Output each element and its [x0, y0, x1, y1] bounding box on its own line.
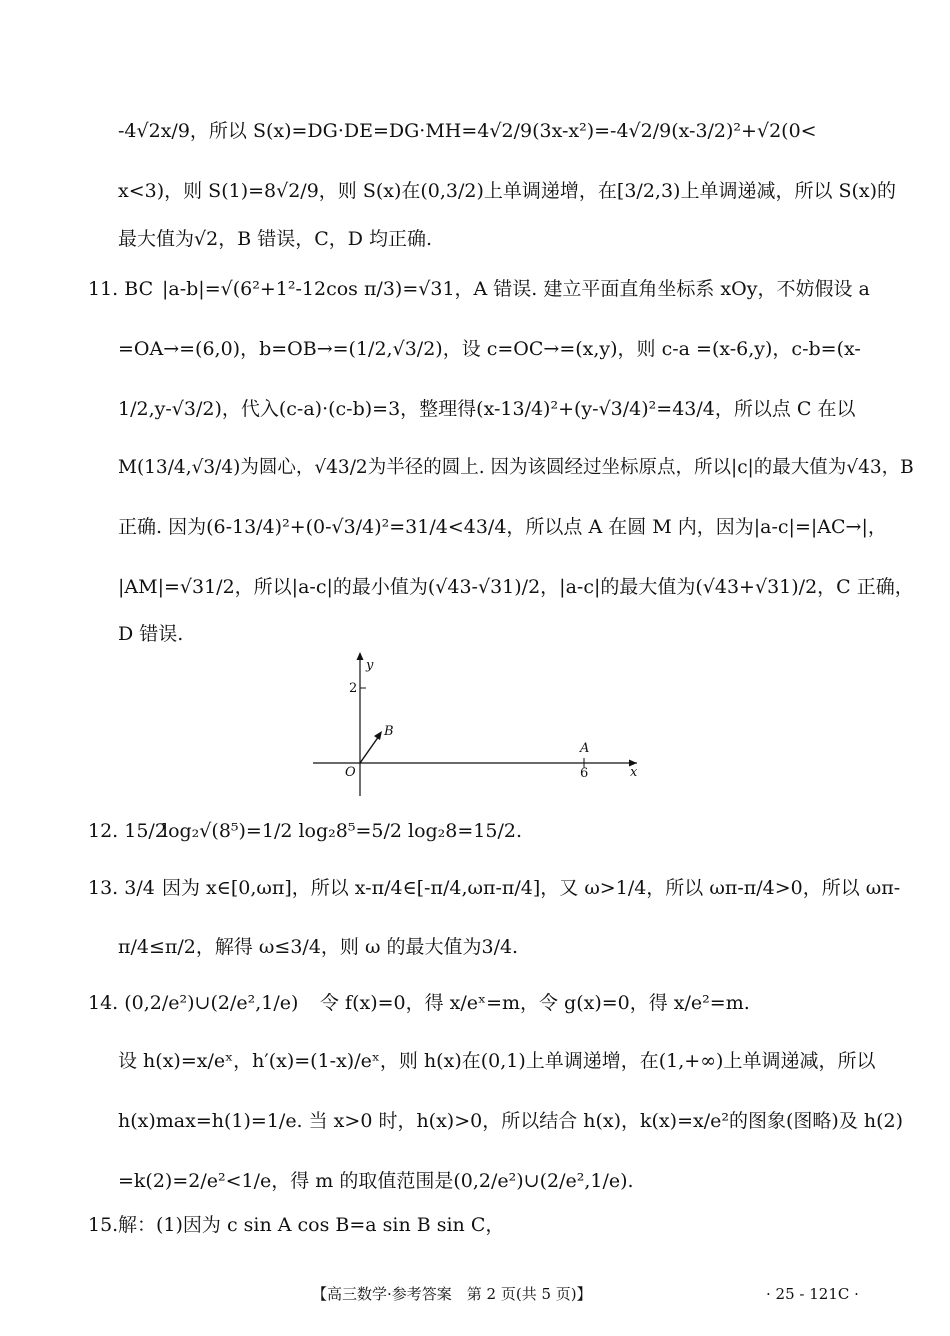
question-14-label: 14. (0,2/e²)∪(2/e²,1/e)	[88, 992, 299, 1014]
vector-OB	[360, 736, 379, 763]
question-13-label: 13. 3/4	[88, 877, 155, 899]
text-line-3: 最大值为√2，B 错误，C，D 均正确.	[118, 228, 433, 250]
origin-label: O	[345, 765, 356, 780]
text-line-4: |a-b|=√(6²+1²-12cos π/3)=√31，A 错误. 建立平面直角坐标系 xOy，不妨假设 a	[162, 278, 870, 300]
text-line-1: -4√2x/9，所以 S(x)=DG·DE=DG·MH=4√2/9(3x-x²)=-4√2/9(x-3/2)²+√2(0<	[118, 120, 817, 142]
point-B-label: B	[384, 724, 394, 739]
question-15-label: 15.	[88, 1214, 119, 1236]
point-A-label: A	[580, 741, 590, 756]
text-line-12: 因为 x∈[0,ωπ]，所以 x-π/4∈[-π/4,ωπ-π/4]，又 ω>1/4，所以 ωπ-π/4>0，所以 ωπ-	[162, 877, 901, 899]
text-line-9: |AM|=√31/2，所以|a-c|的最小值为(√43-√31)/2，|a-c|的最大值为(√43+√31)/2，C 正确，	[118, 576, 914, 598]
x-axis-label: x	[630, 765, 638, 780]
vector-OB-arrow-icon	[374, 731, 382, 740]
text-line-8: 正确. 因为(6-13/4)²+(0-√3/4)²=31/4<43/4，所以点 A 在圆 M 内，因为|a-c|=|AC→|，	[118, 516, 887, 538]
text-line-6: 1/2,y-√3/2)，代入(c-a)·(c-b)=3，整理得(x-13/4)²+(y-√3/4)²=43/4，所以点 C 在以	[118, 398, 856, 420]
text-line-11: log₂√(8⁵)=1/2 log₂8⁵=5/2 log₂8=15/2.	[162, 820, 523, 842]
coordinate-figure	[305, 648, 645, 798]
text-line-5: =OA→=(6,0)，b=OB→=(1/2,√3/2)，设 c=OC→=(x,y)，则 c-a =(x-6,y)，c-b=(x-	[118, 338, 861, 360]
y-tick-label-2: 2	[349, 681, 358, 696]
x-tick-label-6: 6	[580, 766, 589, 781]
text-line-15: 设 h(x)=x/eˣ，h′(x)=(1-x)/eˣ，则 h(x)在(0,1)上单调递增，在(1,+∞)上单调递减，所以	[118, 1050, 876, 1072]
text-line-13: π/4≤π/2，解得 ω≤3/4，则 ω 的最大值为3/4.	[118, 936, 519, 958]
text-line-7: M(13/4,√3/4)为圆心，√43/2为半径的圆上. 因为该圆经过坐标原点，所以|c|的最大值为√43，B	[118, 457, 914, 478]
question-12-label: 12. 15/2	[88, 820, 167, 842]
footer-code: · 25 - 121C ·	[766, 1285, 859, 1303]
text-line-2: x<3)，则 S(1)=8√2/9，则 S(x)在(0,3/2)上单调递增，在[3/2,3)上单调递减，所以 S(x)的	[118, 180, 897, 202]
text-line-16: h(x)max=h(1)=1/e. 当 x>0 时，h(x)>0，所以结合 h(x)，k(x)=x/e²的图象(图略)及 h(2)	[118, 1110, 904, 1132]
text-line-14: 令 f(x)=0，得 x/eˣ=m，令 g(x)=0，得 x/e²=m.	[320, 992, 750, 1014]
y-axis-arrow-icon	[357, 652, 364, 660]
text-line-17: =k(2)=2/e²<1/e，得 m 的取值范围是(0,2/e²)∪(2/e²,1/e).	[118, 1170, 634, 1192]
question-11-label: 11. BC	[88, 278, 154, 300]
footer-title: 【高三数学·参考答案 第 2 页(共 5 页)】	[312, 1285, 592, 1303]
text-line-18: 解：(1)因为 c sin A cos B=a sin B sin C，	[118, 1214, 505, 1236]
text-line-10: D 错误.	[118, 623, 184, 645]
y-axis-label: y	[366, 658, 374, 673]
